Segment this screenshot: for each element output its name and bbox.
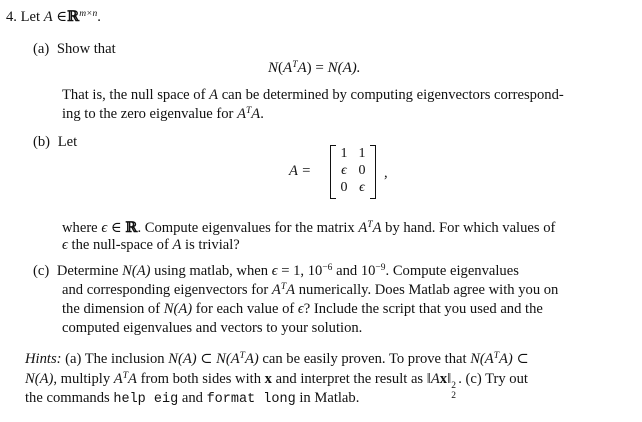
- text: can be easily proven. To prove that: [262, 351, 467, 367]
- text: from both sides with: [140, 371, 261, 387]
- problem-number: 4.: [6, 9, 17, 25]
- text: (a) The inclusion: [65, 351, 165, 367]
- text: and interpret the result as ‖: [275, 371, 431, 387]
- part-b-line1: [62, 218, 555, 238]
- period: .: [97, 9, 101, 25]
- var: A: [237, 106, 246, 122]
- text: by hand. For which values of: [385, 220, 556, 236]
- real-field: ℝ: [125, 219, 138, 236]
- part-a-label: (a): [33, 41, 50, 57]
- text: in Matlab.: [299, 390, 360, 406]
- var: ϵ: [62, 237, 68, 253]
- part-c-line4: computed eigenvalues and vectors to your solution.: [62, 320, 363, 336]
- part-a-prompt: Show that: [56, 41, 116, 57]
- dims: m×n: [79, 9, 98, 19]
- vec-x: x: [439, 371, 448, 387]
- var: N(A) ⊂ N(A: [168, 351, 240, 367]
- matrix-cell: ϵ: [359, 180, 365, 195]
- text: , multiply: [53, 371, 111, 387]
- real-field: ℝ: [67, 8, 80, 25]
- text: and 10: [336, 263, 376, 279]
- var: A: [286, 282, 296, 298]
- vec-x: x: [264, 371, 272, 387]
- eq-paren-close: ): [306, 60, 312, 76]
- text: the null-space of: [71, 237, 169, 253]
- sup: T: [493, 351, 500, 361]
- var: A): [244, 351, 259, 367]
- var: N(A): [122, 263, 151, 279]
- eq-rhs: N(A).: [327, 60, 361, 76]
- hints-line2: N(A), multiply $A^TA$ from both sides with x and interpret the result as ‖Ax‖ 2 2 . (c) Try out: [25, 371, 528, 401]
- text: is trivial?: [185, 237, 240, 253]
- eq-N: N: [268, 60, 279, 76]
- elem-of: ∈: [56, 9, 68, 25]
- sup: −6: [322, 263, 333, 273]
- var: A: [172, 237, 182, 253]
- sup: T: [122, 371, 129, 381]
- part-c-line2: [62, 281, 558, 300]
- matrix-comma: ,: [384, 165, 388, 181]
- sup: T: [245, 106, 252, 116]
- sup: T: [239, 351, 245, 361]
- matrix-cell: 0: [358, 163, 366, 178]
- text: . Compute eigenvalues: [385, 263, 519, 279]
- problem-intro: Let: [20, 9, 41, 25]
- matrix-cell: 1: [340, 146, 348, 161]
- part-c-line3: [62, 300, 543, 319]
- text: ing to the zero eigenvalue for: [62, 106, 234, 122]
- var: A) ⊂: [499, 351, 529, 367]
- text: .: [260, 106, 264, 122]
- eq-paren: (: [278, 60, 284, 76]
- sup: −9: [375, 263, 386, 273]
- part-b-line2: [62, 236, 240, 255]
- var: N(A): [163, 301, 193, 317]
- text: . (c) Try out: [458, 371, 528, 387]
- var: A: [113, 371, 123, 387]
- var: N(A: [470, 351, 494, 367]
- text: can be determined by computing eigenvectors correspond-: [221, 87, 564, 103]
- var: A: [251, 106, 261, 122]
- part-a-equation: [268, 59, 361, 78]
- part-c-line1: [33, 262, 519, 281]
- var: A: [372, 220, 382, 236]
- part-b-label: (b): [33, 134, 51, 150]
- matrix-cell: 1: [358, 146, 366, 161]
- var: A: [430, 371, 440, 387]
- part-a-explain-line2: [62, 105, 264, 124]
- part-b-prompt: Let: [57, 134, 78, 150]
- text: ? Include the script that you used and the: [303, 301, 543, 317]
- matrix-cell: ϵ: [341, 163, 347, 178]
- eq-A2: A: [297, 60, 307, 76]
- matrix-lhs: A =: [289, 163, 312, 179]
- eq-equals: =: [315, 60, 324, 76]
- var: N(A): [25, 371, 54, 387]
- hints-line3: [25, 389, 359, 409]
- text: the commands: [25, 390, 110, 406]
- part-a-header: [33, 40, 116, 59]
- matrix-cell: 0: [340, 180, 348, 195]
- problem-heading: [6, 7, 101, 27]
- text: the dimension of: [62, 301, 161, 317]
- part-a-explain-line1: [62, 86, 564, 105]
- matrix-bracket-right: [370, 145, 376, 199]
- eq-A: A: [283, 60, 293, 76]
- var: A: [128, 371, 137, 387]
- text: That is, the null space of: [62, 87, 206, 103]
- code-format-long: format long: [206, 392, 296, 407]
- part-b-header: [33, 133, 77, 152]
- matrix-bracket-left: [330, 145, 336, 199]
- part-c-label: (c): [33, 263, 50, 279]
- text: using matlab, when: [154, 263, 269, 279]
- var: A: [271, 282, 281, 298]
- text: = 1, 10: [281, 263, 323, 279]
- text: and: [181, 390, 203, 406]
- norm: ‖: [447, 371, 452, 387]
- text: numerically. Does Matlab agree with you on: [298, 282, 559, 298]
- var: ϵ ∈: [101, 220, 122, 236]
- text: for each value of: [195, 301, 295, 317]
- text: and corresponding eigenvectors for: [62, 282, 269, 298]
- var: A: [358, 220, 368, 236]
- var-A: A: [43, 9, 53, 25]
- hints-line1: [25, 350, 529, 369]
- text: where: [62, 220, 98, 236]
- matrix-A: [330, 145, 376, 198]
- var: A: [209, 87, 219, 103]
- eq-T: T: [292, 60, 298, 70]
- code-help-eig: help eig: [113, 392, 179, 407]
- var: ϵ: [271, 263, 278, 279]
- var: ϵ: [297, 301, 304, 317]
- sup: T: [367, 220, 373, 230]
- text: Determine: [56, 263, 119, 279]
- sup: T: [280, 282, 287, 292]
- text: . Compute eigenvalues for the matrix: [137, 220, 355, 236]
- hints-label: Hints:: [25, 351, 62, 367]
